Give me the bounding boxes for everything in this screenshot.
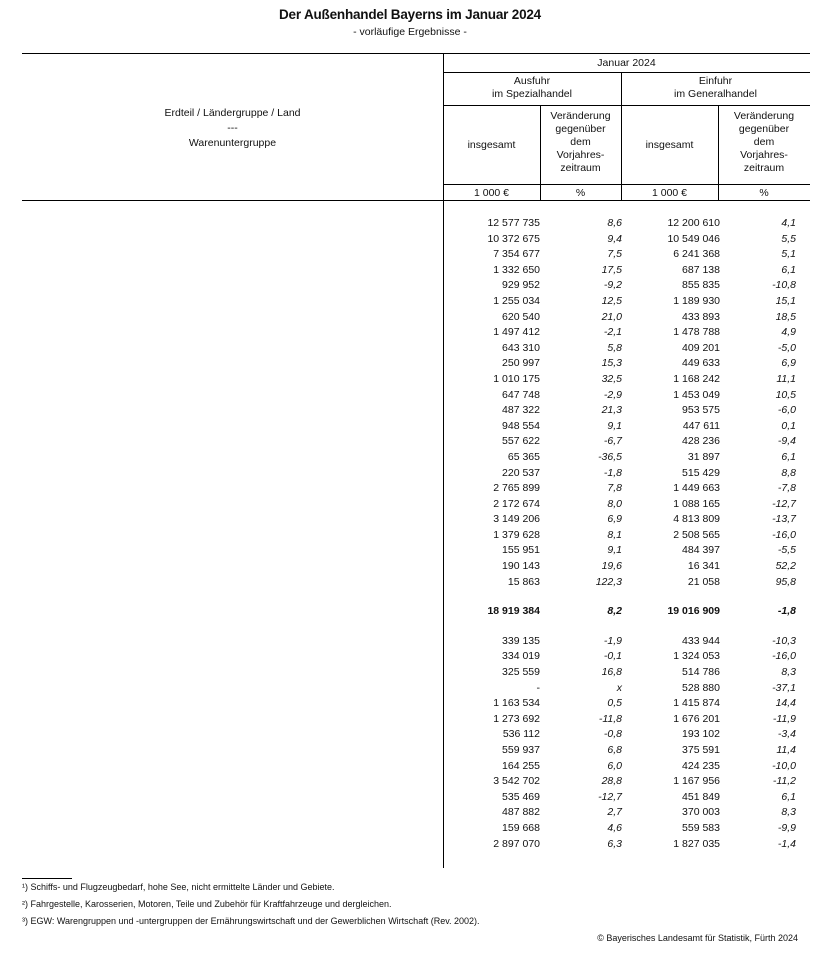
- export-change: x: [616, 681, 622, 694]
- region-row: [22, 278, 812, 294]
- region-row: [22, 481, 812, 497]
- header-bottom-rule: [22, 200, 810, 201]
- export-change: -0,8: [603, 728, 622, 741]
- import-value: 1 167 956: [673, 775, 720, 788]
- import-change: -10,0: [772, 759, 796, 772]
- region-row: [22, 341, 812, 357]
- export-value: 1 273 692: [493, 712, 540, 725]
- import-change: -1,4: [777, 837, 796, 850]
- change-header-line: zeitraum: [560, 162, 601, 174]
- change-header-line: zeitraum: [743, 162, 785, 174]
- page-subtitle: - vorläufige Ergebnisse -: [353, 26, 467, 38]
- goods-row: [22, 681, 812, 697]
- export-change: -1,9: [603, 634, 622, 647]
- import-change: 18,5: [775, 310, 796, 323]
- export-value: 643 310: [502, 341, 540, 354]
- region-row: [22, 247, 812, 263]
- region-row: [22, 528, 812, 544]
- change-header-line: dem: [753, 136, 775, 148]
- export-change: -2,9: [603, 388, 622, 401]
- export-change: -6,7: [603, 435, 622, 448]
- import-change: -9,9: [777, 821, 796, 834]
- export-change: 6,3: [607, 837, 622, 850]
- goods-row: [22, 821, 812, 837]
- export-change: 9,1: [607, 544, 622, 557]
- export-value: 536 112: [502, 728, 540, 741]
- import-value: 1 449 663: [673, 482, 720, 495]
- export-change-header: [540, 110, 621, 175]
- region-row: [22, 263, 812, 279]
- import-value: 19 016 909: [667, 605, 720, 618]
- region-row: [22, 294, 812, 310]
- export-value: 334 019: [502, 650, 540, 663]
- table-top-rule: [22, 53, 810, 54]
- import-change: 5,1: [781, 248, 796, 261]
- export-change: 15,3: [601, 357, 622, 370]
- change-header-line: Vorjahres-: [740, 149, 788, 161]
- change-header-line: Veränderung: [550, 110, 611, 122]
- import-change: 52,2: [775, 560, 796, 573]
- import-value: 16 341: [687, 560, 720, 573]
- import-change: -10,8: [772, 279, 796, 292]
- goods-row: [22, 649, 812, 665]
- export-change: 21,0: [601, 310, 622, 323]
- import-value: 10 549 046: [667, 232, 720, 245]
- import-change: -10,3: [772, 634, 796, 647]
- import-change-unit: %: [759, 187, 769, 199]
- export-change: 6,8: [607, 744, 622, 756]
- export-change: -2,1: [603, 326, 622, 339]
- header-rule-period: [443, 72, 810, 73]
- export-group-line: im Spezialhandel: [492, 88, 572, 100]
- import-value: 514 786: [682, 666, 720, 679]
- import-change: -16,0: [772, 650, 796, 663]
- region-row: [22, 403, 812, 419]
- import-change: 0,1: [781, 419, 796, 432]
- import-value: 6 241 368: [673, 248, 720, 261]
- import-value: 424 235: [682, 759, 720, 772]
- goods-row: [22, 837, 812, 853]
- import-change: 14,4: [775, 697, 796, 710]
- export-change: 122,3: [595, 575, 622, 588]
- row-label-header-line: Erdteil / Ländergruppe / Land: [164, 107, 301, 119]
- import-change: 15,1: [775, 294, 796, 307]
- import-value: 953 575: [682, 404, 720, 417]
- export-change: 6,0: [607, 759, 622, 772]
- import-value: 31 897: [687, 450, 720, 463]
- export-change: 6,9: [607, 513, 622, 526]
- table-body: [22, 216, 812, 852]
- import-change: 6,1: [781, 450, 796, 463]
- region-row: [22, 310, 812, 326]
- export-change: 7,5: [607, 248, 622, 261]
- page-title: Der Außenhandel Bayerns im Januar 2024: [278, 7, 541, 22]
- export-value: 557 622: [502, 435, 540, 448]
- export-change: 32,5: [601, 372, 622, 385]
- export-value: 159 668: [502, 821, 540, 834]
- import-change: 10,5: [775, 388, 796, 401]
- export-change: 7,8: [607, 482, 622, 495]
- export-value: 250 997: [502, 357, 540, 370]
- import-value: 433 893: [682, 310, 720, 323]
- import-change: -9,4: [777, 435, 796, 448]
- import-group-header: [621, 75, 810, 101]
- import-value: 687 138: [682, 263, 720, 276]
- footnote-rule: [22, 878, 72, 879]
- export-change: 0,5: [607, 697, 622, 710]
- region-row: [22, 543, 812, 559]
- region-row: [22, 466, 812, 482]
- goods-row: [22, 696, 812, 712]
- import-group-line: Einfuhr: [698, 75, 733, 87]
- import-total-header: insgesamt: [645, 139, 694, 151]
- change-header-line: gegenüber: [738, 123, 790, 135]
- export-value: 3 149 206: [493, 513, 540, 526]
- total-row: [22, 604, 812, 620]
- import-value: 1 189 930: [673, 294, 720, 307]
- region-row: [22, 216, 812, 232]
- region-row: [22, 232, 812, 248]
- export-value: 3 542 702: [493, 775, 540, 788]
- import-value: 559 583: [682, 821, 720, 834]
- export-value: 155 951: [502, 544, 540, 557]
- row-spacer: [22, 620, 812, 634]
- import-value: 1 827 035: [673, 837, 720, 850]
- copyright: © Bayerisches Landesamt für Statistik, Fürth 2024: [597, 933, 798, 943]
- export-change: -1,8: [603, 466, 622, 479]
- goods-row: [22, 712, 812, 728]
- export-value: 647 748: [502, 388, 540, 401]
- export-unit: 1 000 €: [473, 187, 510, 199]
- import-change: 8,3: [781, 806, 796, 819]
- export-value: 15 863: [507, 575, 540, 588]
- import-change: 95,8: [775, 575, 796, 588]
- import-value: 12 200 610: [667, 217, 720, 229]
- import-value: 433 944: [682, 634, 720, 647]
- export-value: -: [536, 681, 540, 694]
- export-total-header: insgesamt: [467, 139, 516, 151]
- import-change: -3,4: [777, 728, 796, 741]
- export-change: -12,7: [598, 790, 622, 803]
- goods-row: [22, 805, 812, 821]
- export-value: 620 540: [502, 310, 540, 323]
- export-group-line: Ausfuhr: [513, 75, 551, 87]
- import-value: 375 591: [682, 744, 720, 756]
- export-value: 220 537: [502, 466, 540, 479]
- export-value: 559 937: [502, 744, 540, 756]
- region-row: [22, 419, 812, 435]
- import-change: 11,4: [776, 744, 796, 756]
- import-value: 447 611: [682, 419, 720, 432]
- row-label-header-line: Warenuntergruppe: [188, 137, 277, 149]
- export-change: 19,6: [601, 560, 622, 573]
- export-value: 1 332 650: [493, 263, 540, 276]
- import-change: 5,5: [781, 232, 796, 245]
- import-value: 21 058: [687, 575, 720, 588]
- region-row: [22, 356, 812, 372]
- export-change: -9,2: [603, 279, 622, 292]
- export-change: 8,2: [607, 605, 622, 618]
- change-header-line: dem: [570, 136, 591, 148]
- import-change: 6,9: [781, 357, 796, 370]
- export-value: 487 322: [502, 404, 540, 417]
- import-change: -11,9: [772, 712, 796, 725]
- export-value: 2 897 070: [493, 837, 540, 850]
- region-row: [22, 388, 812, 404]
- export-change: 2,7: [607, 806, 622, 819]
- export-change: 9,1: [607, 419, 622, 432]
- import-change: 11,1: [776, 372, 796, 385]
- export-change: 28,8: [601, 775, 622, 788]
- region-row: [22, 450, 812, 466]
- export-change: 8,1: [607, 528, 622, 541]
- period-header: Januar 2024: [597, 57, 656, 69]
- import-value: 515 429: [682, 466, 720, 479]
- export-value: 339 135: [502, 634, 540, 647]
- import-change: -1,8: [777, 605, 796, 618]
- goods-row: [22, 743, 812, 759]
- export-value: 65 365: [507, 450, 540, 463]
- goods-row: [22, 665, 812, 681]
- export-value: 190 143: [502, 560, 540, 573]
- import-unit: 1 000 €: [651, 187, 688, 199]
- import-group-line: im Generalhandel: [674, 88, 757, 100]
- export-value: 948 554: [502, 419, 540, 432]
- export-change: -0,1: [603, 650, 622, 663]
- export-value: 1 497 412: [493, 326, 540, 339]
- import-change: -6,0: [777, 404, 796, 417]
- import-value: 2 508 565: [673, 528, 720, 541]
- import-change: 8,8: [781, 466, 796, 479]
- import-value: 855 835: [682, 279, 720, 292]
- import-value: 409 201: [682, 341, 720, 354]
- export-value: 1 379 628: [493, 528, 540, 541]
- header-rule-units: [443, 184, 810, 185]
- export-change: 16,8: [601, 666, 622, 679]
- import-change: -7,8: [777, 482, 796, 495]
- export-value: 929 952: [502, 279, 540, 292]
- import-value: 1 324 053: [673, 650, 720, 663]
- region-row: [22, 325, 812, 341]
- export-value: 12 577 735: [487, 217, 540, 229]
- export-group-header: [443, 75, 621, 101]
- change-header-line: Veränderung: [733, 110, 795, 122]
- export-change: 5,8: [607, 341, 622, 354]
- footnote-1: ¹) Schiffs- und Flugzeugbedarf, hohe See, nicht ermittelte Länder und Gebiete.: [22, 882, 335, 892]
- import-value: 1 168 242: [673, 372, 720, 385]
- import-value: 449 633: [682, 357, 720, 370]
- region-row: [22, 497, 812, 513]
- export-value: 1 163 534: [493, 697, 540, 710]
- footnote-2: ²) Fahrgestelle, Karosserien, Motoren, Teile und Zubehör für Kraftfahrzeuge und dergleichen.: [22, 899, 392, 909]
- import-change: 4,9: [781, 326, 796, 339]
- import-change: 6,1: [781, 263, 796, 276]
- export-value: 1 255 034: [493, 294, 540, 307]
- export-change: 8,6: [607, 217, 622, 229]
- import-value: 451 849: [682, 790, 720, 803]
- goods-row: [22, 759, 812, 775]
- import-change: 8,3: [781, 666, 796, 679]
- export-change: 12,5: [601, 294, 622, 307]
- export-value: 18 919 384: [487, 605, 540, 618]
- import-value: 1 088 165: [673, 497, 720, 510]
- import-value: 1 676 201: [673, 712, 720, 725]
- goods-row: [22, 774, 812, 790]
- header-rule-groups: [443, 105, 810, 106]
- row-spacer: [22, 590, 812, 604]
- export-value: 325 559: [502, 666, 540, 679]
- region-row: [22, 434, 812, 450]
- import-value: 1 453 049: [673, 388, 720, 401]
- export-change: 17,5: [601, 263, 622, 276]
- import-change: 4,1: [781, 217, 796, 229]
- import-change: 6,1: [781, 790, 796, 803]
- export-value: 487 882: [502, 806, 540, 819]
- import-value: 428 236: [682, 435, 720, 448]
- export-value: 1 010 175: [493, 372, 540, 385]
- import-change: -13,7: [772, 513, 796, 526]
- import-value: 528 880: [682, 681, 720, 694]
- change-header-line: gegenüber: [555, 123, 606, 135]
- import-change-header: [718, 110, 810, 175]
- region-row: [22, 512, 812, 528]
- import-value: 484 397: [682, 544, 720, 557]
- export-change: 4,6: [607, 821, 622, 834]
- export-change: 9,4: [607, 232, 622, 245]
- import-change: -16,0: [772, 528, 796, 541]
- import-change: -37,1: [772, 681, 796, 694]
- change-header-line: Vorjahres-: [556, 149, 605, 161]
- export-value: 2 765 899: [493, 482, 540, 495]
- export-value: 10 372 675: [487, 232, 540, 245]
- goods-row: [22, 727, 812, 743]
- export-change: 21,3: [601, 404, 622, 417]
- goods-row: [22, 634, 812, 650]
- import-value: 370 003: [682, 806, 720, 819]
- import-value: 1 415 874: [673, 697, 720, 710]
- footnote-3: ³) EGW: Warengruppen und -untergruppen der Ernährungswirtschaft und der Gewerblichen Wirtschaft (Rev. 2002).: [22, 916, 480, 926]
- export-value: 164 255: [502, 759, 540, 772]
- region-row: [22, 559, 812, 575]
- import-value: 4 813 809: [673, 513, 720, 526]
- import-change: -12,7: [772, 497, 796, 510]
- row-label-header-line: ---: [227, 122, 238, 134]
- export-change: -11,8: [598, 712, 622, 725]
- import-change: -11,2: [772, 775, 796, 788]
- import-value: 1 478 788: [673, 326, 720, 339]
- export-change: -36,5: [598, 450, 622, 463]
- import-change: -5,5: [777, 544, 796, 557]
- export-change: 8,0: [607, 497, 622, 510]
- region-row: [22, 575, 812, 591]
- import-value: 193 102: [682, 728, 720, 741]
- row-label-header: [22, 106, 443, 151]
- export-value: 535 469: [502, 790, 540, 803]
- export-change-unit: %: [575, 187, 586, 199]
- export-value: 7 354 677: [493, 248, 540, 261]
- goods-row: [22, 790, 812, 806]
- export-value: 2 172 674: [493, 497, 540, 510]
- region-row: [22, 372, 812, 388]
- import-change: -5,0: [777, 341, 796, 354]
